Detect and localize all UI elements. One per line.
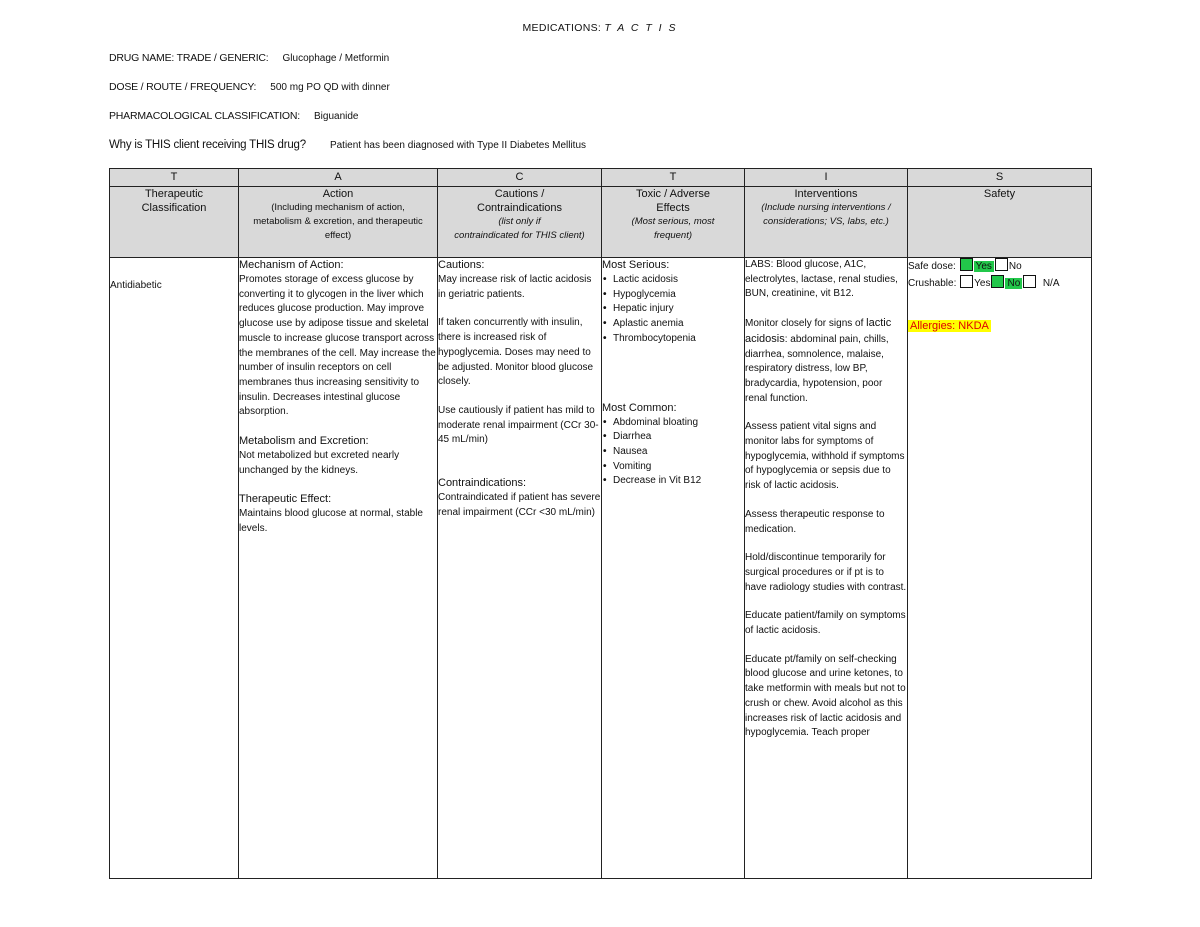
crushable-yes-checkbox[interactable] — [960, 275, 973, 288]
letter-a: A — [239, 169, 438, 187]
monitor-prefix: Monitor closely for signs of — [745, 318, 864, 330]
letter-t2: T — [602, 169, 745, 187]
most-common-list — [602, 416, 744, 490]
therapeutic-classification-value: Antidiabetic — [110, 280, 162, 291]
labs-text: LABS: Blood glucose, A1C, electrolytes, lactase, renal studies, BUN, creatinine, vit B12. — [745, 259, 898, 300]
safe-dose-line — [908, 258, 1091, 275]
document-title — [0, 22, 1200, 34]
header-toxic-line1: Toxic / Adverse — [636, 188, 710, 200]
cautions-title: Cautions: — [438, 259, 485, 271]
header-therapeutic — [110, 187, 239, 258]
reason-label: Why is THIS client receiving THIS drug? — [109, 139, 306, 151]
action-cell — [239, 258, 438, 879]
metabolism-title: Metabolism and Excretion: — [239, 435, 369, 448]
crushable-no-checkbox[interactable] — [991, 275, 1004, 288]
hold-text: Hold/discontinue temporarily for surgical procedures or if pt is to have radiology studies with contrast. — [745, 552, 907, 593]
crushable-yes-label: Yes — [974, 277, 991, 289]
header-cautions-sub-a: (list only if — [498, 216, 541, 227]
header-cautions-line1: Cautions / — [494, 188, 545, 200]
toxic-cell — [602, 258, 745, 879]
header-interventions-sub-b: considerations; VS, labs, etc.) — [763, 216, 889, 227]
crushable-label: Crushable: — [908, 277, 957, 289]
caution-3: Use cautiously if patient has mild to moderate renal impairment (CCr 30-45 mL/min) — [438, 404, 599, 446]
list-item: • Aplastic anemia — [602, 317, 744, 332]
letter-c: C — [438, 169, 602, 187]
tactis-table — [109, 168, 1092, 879]
letter-s: S — [908, 169, 1092, 187]
cautions-cell — [438, 258, 602, 879]
crushable-no-label: No — [1007, 277, 1021, 289]
header-safety-title: Safety — [983, 188, 1016, 200]
reason-line — [109, 139, 586, 151]
therapeutic-cell — [110, 258, 239, 879]
contraindications-title: Contraindications: — [438, 477, 527, 490]
most-serious-list — [602, 273, 744, 347]
allergies-text: Allergies: NKDA — [910, 320, 989, 333]
crushable-na-checkbox[interactable] — [1023, 275, 1036, 288]
contraindications-text: Contraindicated if patient has severe renal impairment (CCr <30 mL/min) — [438, 492, 601, 518]
educate-1-text: Educate patient/family on symptoms of lactic acidosis. — [745, 610, 906, 637]
letter-t1: T — [110, 169, 239, 187]
caution-2: If taken concurrently with insulin, there is increased risk of hypoglycemia. Doses may need to be adjusted. Monitor blood glucose closely. — [438, 317, 594, 388]
effect-title: Therapeutic Effect: — [239, 493, 332, 506]
crushable-line — [908, 275, 1091, 292]
letter-row — [110, 169, 1092, 187]
assess-vitals-text: Assess patient vital signs and monitor labs for symptoms of hypoglycemia, withhold if symptoms of hypoglycemia or sepsis due to risk of lactic acidosis. — [745, 421, 905, 492]
list-item: • Abdominal bloating — [602, 416, 744, 431]
header-action-sub: (Including mechanism of action, metabolism & excretion, and therapeutic effect) — [253, 202, 423, 241]
effect-text: Maintains blood glucose at normal, stable levels. — [239, 508, 423, 535]
header-action — [239, 187, 438, 258]
list-item: • Decrease in Vit B12 — [602, 474, 744, 489]
drug-name-value: Glucophage / Metformin — [282, 53, 390, 64]
assess-response-text: Assess therapeutic response to medication. — [745, 508, 885, 535]
title-acronym: T A C T I S — [604, 22, 678, 34]
safe-dose-yes-checkbox[interactable] — [960, 258, 973, 271]
most-common-title: Most Common: — [602, 401, 677, 414]
educate-2-text: Educate pt/family on self-checking blood glucose and urine ketones, to take metformin with meals but not to crush or chew. Avoid alcohol as this increases risk of lactic acidosis and hypoglycemia. Teach proper — [745, 653, 906, 739]
header-action-title: Action — [322, 188, 354, 200]
dose-value: 500 mg PO QD with dinner — [270, 82, 390, 93]
header-therapeutic-line2: Classification — [141, 202, 207, 214]
monitor-rest: : abdominal pain, chills, diarrhea, somnolence, malaise, respiratory distress, low BP, bradycardia, hypotension, poor renal function. — [745, 333, 889, 404]
header-interventions-sub-a: (Include nursing interventions / — [761, 202, 891, 213]
safe-dose-no-checkbox[interactable] — [995, 258, 1008, 271]
list-item: • Hypoglycemia — [602, 288, 744, 303]
list-item: • Lactic acidosis — [602, 273, 744, 288]
list-item: • Hepatic injury — [602, 302, 744, 317]
dose-line — [109, 81, 390, 93]
mechanism-title: Mechanism of Action: — [239, 259, 344, 271]
mechanism-text: Promotes storage of excess glucose by converting it to glycogen in the liver which reduces glucose production. May improve glucose use by adipose tissue and skeletal muscle to increase glucose transport across the membranes of the cell. May increase the number of insulin receptors on cell membranes thus increasing sensitivity to insulin. Decreases intestinal glucose absorption. — [239, 274, 436, 418]
header-cautions-sub-b: contraindicated for THIS client) — [454, 230, 585, 241]
interventions-cell — [745, 258, 908, 879]
header-row — [110, 187, 1092, 258]
header-cautions-line2: Contraindications — [477, 202, 562, 214]
classification-line — [109, 110, 359, 122]
monitor-text — [745, 316, 907, 406]
most-serious-title: Most Serious: — [602, 259, 670, 271]
classification-value: Biguanide — [314, 111, 359, 122]
list-item: • Diarrhea — [602, 430, 744, 445]
title-prefix: MEDICATIONS: — [522, 22, 602, 34]
allergies-line — [908, 319, 1091, 334]
header-therapeutic-line1: Therapeutic — [144, 188, 204, 200]
drug-name-line — [109, 52, 389, 64]
header-cautions — [438, 187, 602, 258]
header-toxic-line2: Effects — [656, 202, 690, 214]
classification-label: PHARMACOLOGICAL CLASSIFICATION: — [109, 110, 301, 122]
crushable-na-label: N/A — [1042, 277, 1060, 289]
caution-1: May increase risk of lactic acidosis in geriatric patients. — [438, 274, 592, 300]
dose-label: DOSE / ROUTE / FREQUENCY: — [109, 81, 257, 93]
header-interventions — [745, 187, 908, 258]
header-toxic-sub-b: frequent) — [653, 230, 693, 241]
safe-dose-label: Safe dose: — [908, 261, 956, 272]
monitor-key: lactic acidosis — [745, 317, 892, 345]
letter-i: I — [745, 169, 908, 187]
reason-value: Patient has been diagnosed with Type II Diabetes Mellitus — [329, 140, 587, 151]
header-toxic-sub-a: (Most serious, most — [631, 216, 715, 227]
header-safety — [908, 187, 1092, 258]
list-item: • Vomiting — [602, 460, 744, 475]
safe-dose-yes-label: Yes — [975, 261, 992, 272]
header-toxic — [602, 187, 745, 258]
metabolism-text: Not metabolized but excreted nearly unchanged by the kidneys. — [239, 450, 400, 476]
safety-cell — [908, 258, 1092, 879]
content-row — [110, 258, 1092, 879]
list-item: • Thrombocytopenia — [602, 332, 744, 347]
drug-name-label: DRUG NAME: TRADE / GENERIC: — [109, 52, 269, 64]
list-item: • Nausea — [602, 445, 744, 460]
header-interventions-title: Interventions — [794, 188, 858, 200]
safe-dose-no-label: No — [1008, 261, 1022, 272]
